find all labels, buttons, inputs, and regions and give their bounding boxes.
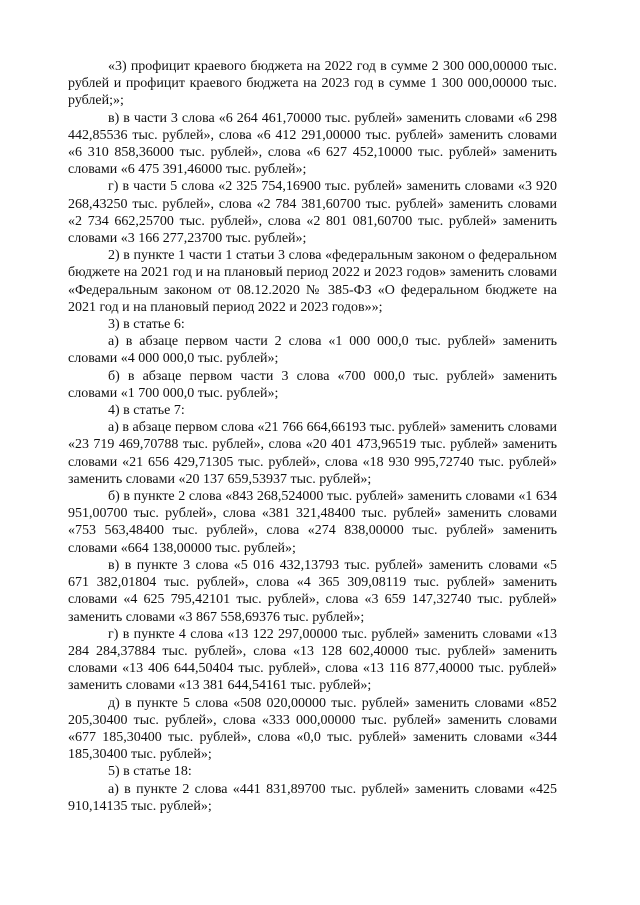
paragraph-article7-b: б) в пункте 2 слова «843 268,524000 тыс. рублей» заменить словами «1 634 951,00700 тыс. рублей», слова «381 321,48400 тыс. рублей» заменить словами «753 563,48400 тыс. рублей», слова «274 838,00000 тыс. рублей» заменить словами «664 138,00000 тыс. рублей»; <box>68 489 557 556</box>
paragraph-article18-a: а) в пункте 2 слова «441 831,89700 тыс. рублей» заменить словами «425 910,14135 тыс. рублей»; <box>68 781 557 814</box>
paragraph-article7-d: д) в пункте 5 слова «508 020,00000 тыс. рублей» заменить словами «852 205,30400 тыс. рублей», слова «333 000,00000 тыс. рублей» заменить словами «677 185,30400 тыс. рублей», слова «0,0 тыс. рублей» заменить словами «344 185,30400 тыс. рублей»; <box>68 695 557 763</box>
paragraph-article18-heading: 5) в статье 18: <box>108 764 192 780</box>
paragraph-article6-a: а) в абзаце первом части 2 слова «1 000 000,0 тыс. рублей» заменить словами «4 000 000,0 тыс. рублей»; <box>68 334 557 367</box>
paragraph-article7-heading: 4) в статье 7: <box>108 403 185 419</box>
paragraph-article3: 2) в пункте 1 части 1 статьи 3 слова «федеральным законом о федеральном бюджете на 2021 год и на плановый период 2022 и 2023 годов» заменить словами «Федеральным законом от 08.12.2020 № 385-ФЗ «О федеральном бюджете на 2021 год и на плановый период 2022 и 2023 годов»»; <box>68 248 557 315</box>
paragraph-article7-a: а) в абзаце первом слова «21 766 664,66193 тыс. рублей» заменить словами «23 719 469,70788 тыс. рублей», слова «20 401 473,96519 тыс. рублей» заменить словами «21 656 429,71305 тыс. рублей», слова «18 930 995,72740 тыс. рублей» заменить словами «20 137 659,53937 тыс. рублей»; <box>68 420 557 487</box>
paragraph-part3: в) в части 3 слова «6 264 461,70000 тыс. рублей» заменить словами «6 298 442,85536 тыс. рублей», слова «6 412 291,00000 тыс. рублей» заменить словами «6 310 858,36000 тыс. рублей», слова «6 627 452,10000 тыс. рублей» заменить словами «6 475 391,46000 тыс. рублей»; <box>68 110 557 178</box>
paragraph-surplus-2022-2023: «3) профицит краевого бюджета на 2022 год в сумме 2 300 000,00000 тыс. рублей и профицит краевого бюджета на 2023 год в сумме 1 300 000,00000 тыс. рублей;»; <box>68 59 557 109</box>
paragraph-part5: г) в части 5 слова «2 325 754,16900 тыс. рублей» заменить словами «3 920 268,43250 тыс. рублей», слова «2 784 381,60700 тыс. рублей» заменить словами «2 734 662,25700 тыс. рублей», слова «2 801 081,60700 тыс. рублей» заменить словами «3 166 277,23700 тыс. рублей»; <box>68 179 557 247</box>
document-page <box>68 58 557 815</box>
paragraph-article6-b: б) в абзаце первом части 3 слова «700 000,0 тыс. рублей» заменить словами «1 700 000,0 тыс. рублей»; <box>68 368 557 401</box>
paragraph-article7-v: в) в пункте 3 слова «5 016 432,13793 тыс. рублей» заменить словами «5 671 382,01804 тыс. рублей», слова «4 365 309,08119 тыс. рублей» заменить словами «4 625 795,42101 тыс. рублей», слова «3 659 147,32740 тыс. рублей» заменить словами «3 867 558,69376 тыс. рублей»; <box>68 557 557 625</box>
paragraph-article6-heading: 3) в статье 6: <box>108 317 185 333</box>
paragraph-article7-g: г) в пункте 4 слова «13 122 297,00000 тыс. рублей» заменить словами «13 284 284,37884 тыс. рублей», слова «13 128 602,40000 тыс. рублей» заменить словами «13 406 644,50404 тыс. рублей», слова «13 116 877,40000 тыс. рублей» заменить словами «13 381 644,54161 тыс. рублей»; <box>68 626 557 694</box>
